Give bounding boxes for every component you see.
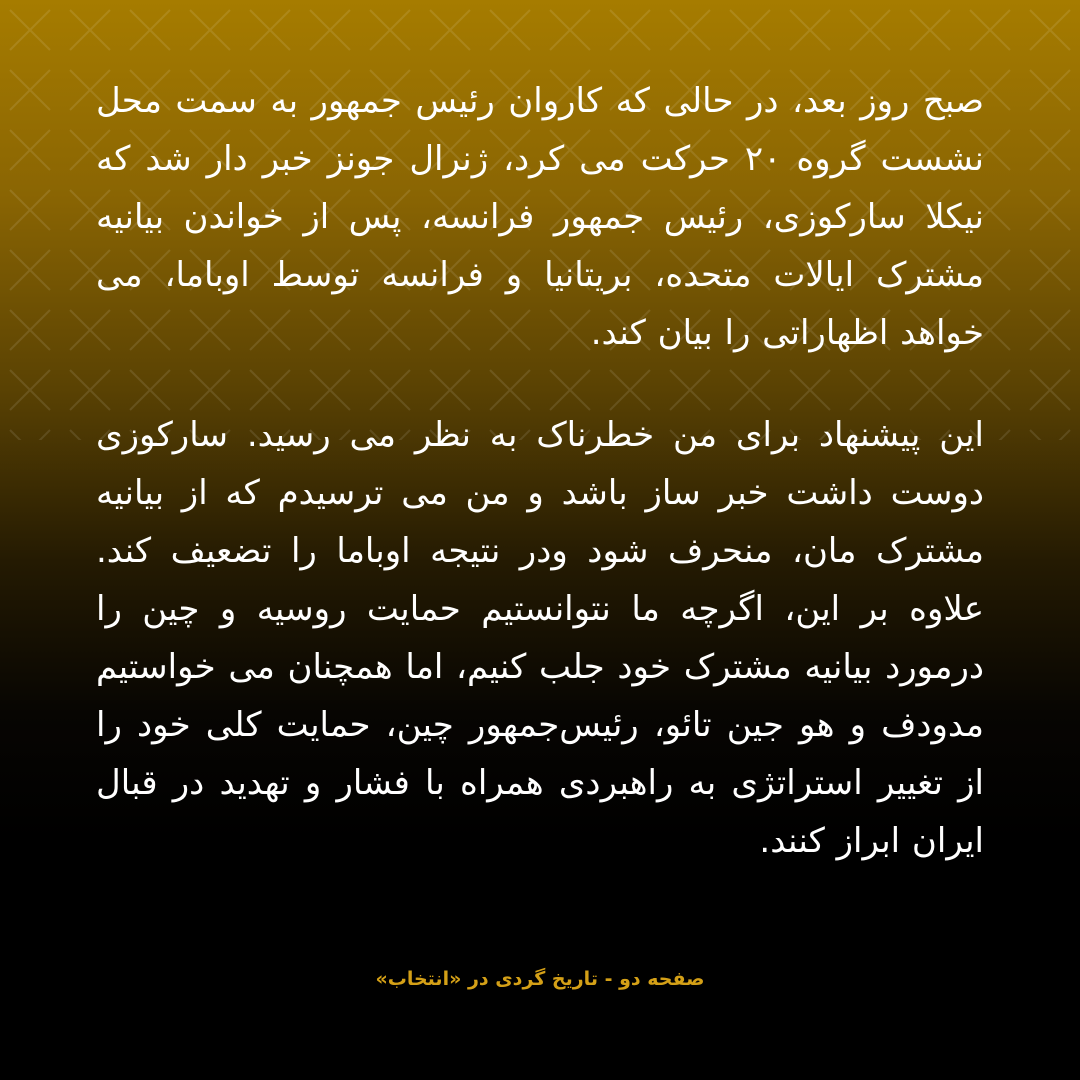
paragraph-2: این پیشنهاد برای من خطرناک به نظر می رسید. سارکوزی دوست داشت خبر ساز باشد و من می ترسیدم که از بیانیه مشترک مان، منحرف شود ودر نتیجه اوباما را تضعیف کند. علاوه بر این، اگرچه ما نتوانستیم حمایت روسیه و چین را درمورد بیانیه مشترک خود جلب کنیم، اما همچنان می خواستیم مدودف و هو جین تائو، رئیس‌جمهور چین، حمایت کلی خود را از تغییر استراتژی به راهبردی همراه با فشار و تهدید در قبال ایران ابراز کنند. — [96, 415, 984, 861]
article-body — [96, 72, 984, 870]
page-footer: صفحه دو - تاریخ گردی در «انتخاب» — [375, 968, 705, 990]
paragraph-1: صبح روز بعد، در حالی که کاروان رئیس جمهور به سمت محل نشست گروه ۲۰ حرکت می کرد، ژنرال جونز خبر دار شد که نیکلا سارکوزی، رئیس جمهور فرانسه، پس از خواندن بیانیه مشترک ایالات متحده، بریتانیا و فرانسه توسط اوباما، می خواهد اظهاراتی را بیان کند. — [96, 81, 984, 353]
